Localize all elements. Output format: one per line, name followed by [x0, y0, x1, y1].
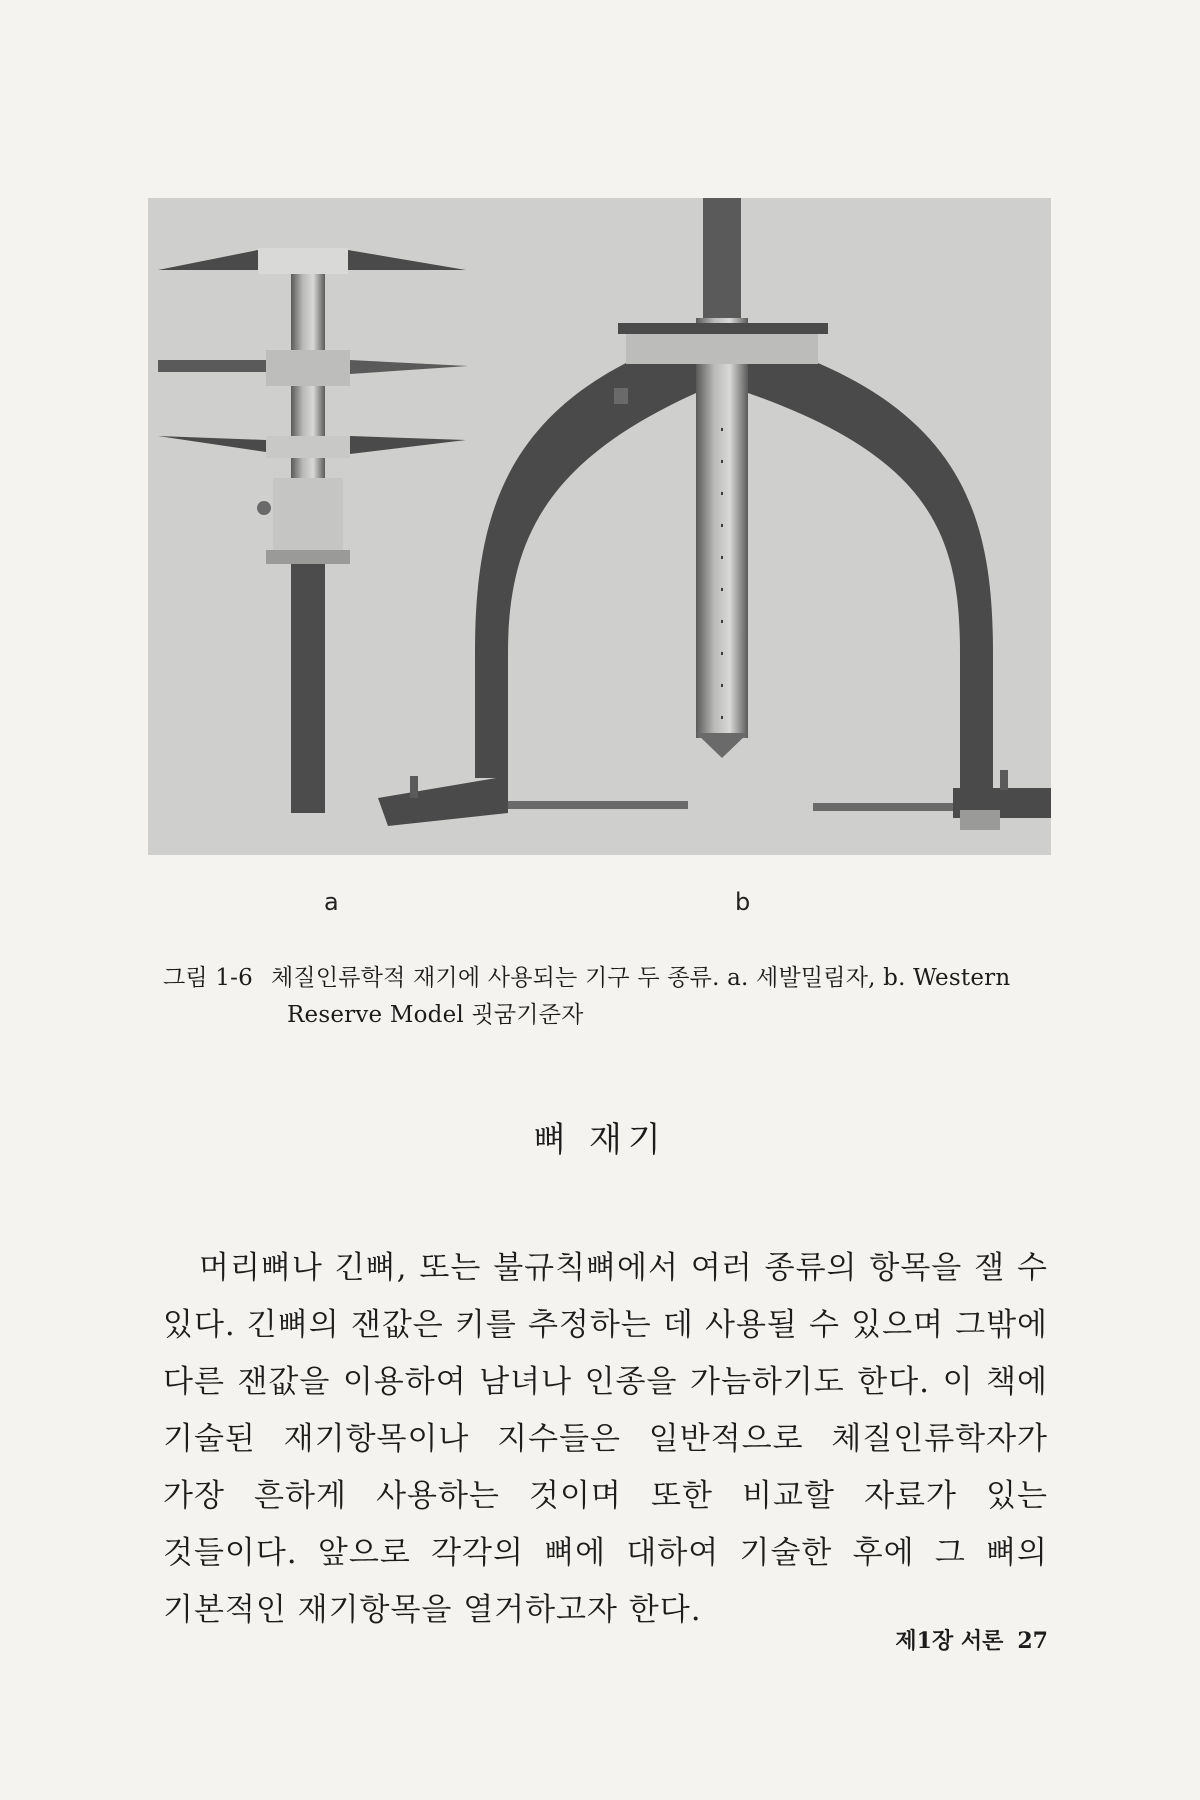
- caption-line-2: Reserve Model 굇굼기준자: [287, 1002, 584, 1028]
- body-paragraph: 머리뼈나 긴뼈, 또는 불규칙뼈에서 여러 종류의 항목을 잴 수 있다. 긴뼈의 잰값은 키를 추정하는 데 사용될 수 있으며 그밖에 다른 잰값을 이용하여 남녀나 인종을 가늠하기도 한다. 이 책에 기술된 재기항목이나 지수들은 일반적으로 체질인류학자가 가장 흔하게 사용하는 것이며 또한 비교할 자료가 있는 것들이다. 앞으로 각각의 뼈에 대하여 기술한 후에 그 뼈의 기본적인 재기항목을 열거하고자 한다.: [163, 1250, 1048, 1628]
- section-title: 뼈 재기: [533, 1120, 667, 1160]
- figure-label-a: a: [324, 888, 339, 916]
- figure-photo: [148, 198, 1051, 855]
- running-footer: [895, 1624, 1048, 1655]
- figure-label-b: b: [735, 888, 751, 916]
- page-number: 27: [1017, 1628, 1048, 1654]
- figure-caption: [163, 960, 1063, 1034]
- chapter-title: 제1장 서론: [895, 1628, 1004, 1654]
- figure-number: 그림 1-6: [163, 965, 253, 991]
- caption-line-1: 체질인류학적 재기에 사용되는 기구 두 종류. a. 세발밀림자, b. Western: [271, 965, 1011, 991]
